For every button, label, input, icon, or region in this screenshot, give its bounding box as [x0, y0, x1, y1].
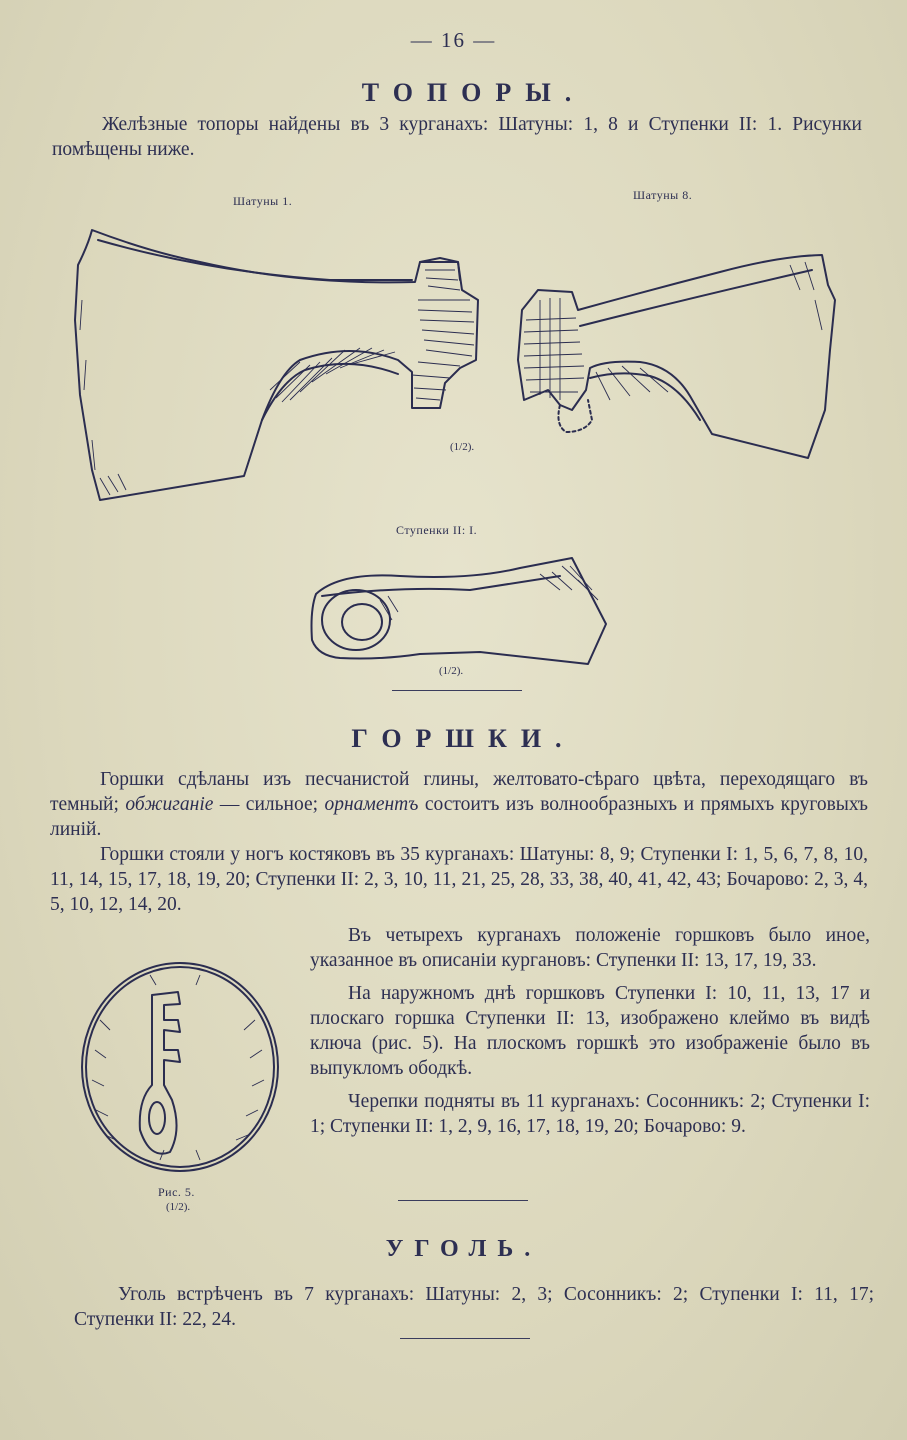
pots-p1-emphasis-1: обжиганіе [125, 794, 214, 815]
coal-paragraph [74, 1282, 874, 1332]
pots-p1-text-b: — сильное; [213, 794, 325, 815]
section-title-coal: УГОЛЬ. [385, 1236, 542, 1262]
section-divider-3 [400, 1338, 530, 1339]
pots-paragraph-4: На наружномъ днѣ горшковъ Ступенки I: 10, 11, 13, 17 и плоскаго горшка Ступенки II: 13, изображено клеймо въ видѣ ключа (рис. 5). На плоскомъ горшкѣ это изображеніе было въ выпукломъ ободкѣ. [310, 983, 870, 1079]
pots-p1-text-c: состоитъ изъ волнообразныхъ и прямыхъ круговыхъ линій. [50, 794, 868, 840]
page-number: — 16 — [410, 28, 497, 52]
section-title-pots: ГОРШКИ. [351, 724, 576, 753]
pots-paragraph-2: Горшки стояли у ногъ костяковъ въ 35 курганахъ: Шатуны: 8, 9; Ступенки I: 1, 5, 6, 7, 8, 10, 11, 14, 15, 17, 18, 19, 20; Ступенки II: 2, 3, 10, 11, 21, 25, 28, 33, 38, 40, 41, 42, 43; Бочарово: 2, 3, 4, 5, 10, 12, 14, 20. [50, 844, 868, 915]
figure-caption-shatuny-8: Шатуны 8. [633, 188, 693, 202]
figure-caption-stupenki-2-1: Ступенки II: I. [396, 523, 478, 537]
pots-side-text [310, 923, 870, 1139]
pots-paragraph-3: Въ четырехъ курганахъ положеніе горшковъ было иное, указанное въ описаніи кургановъ: Ступенки II: 13, 17, 19, 33. [310, 925, 870, 971]
figure-scale-stupenki: (1/2). [439, 665, 464, 677]
figure-scale-fig5: (1/2). [166, 1201, 191, 1213]
pots-p1-emphasis-2: орнаментъ [324, 794, 419, 815]
axes-text: Желѣзные топоры найдены въ 3 курганахъ: Шатуны: 1, 8 и Ступенки II: 1. Рисунки помѣщены ниже. [52, 114, 862, 160]
section-divider-2 [398, 1200, 528, 1201]
coal-text: Уголь встрѣченъ въ 7 курганахъ: Шатуны: 2, 3; Сосонникъ: 2; Ступенки I: 11, 17; Ступенки II: 22, 24. [74, 1284, 874, 1330]
figure-caption-fig5: Рис. 5. [158, 1185, 195, 1199]
pots-p1-text-a: Горшки сдѣланы изъ песчанистой глины, желтовато-сѣраго цвѣта, переходящаго въ темный; [50, 769, 868, 815]
section-title-axes: ТОПОРЫ. [361, 78, 586, 107]
figure-caption-shatuny-1: Шатуны 1. [233, 194, 293, 208]
pots-paragraph-5: Черепки подняты въ 11 курганахъ: Сосонникъ: 2; Ступенки I: 1; Ступенки II: 1, 2, 9, 16, 17, 18, 19, 20; Бочарово: 9. [310, 1091, 870, 1137]
figure-scale-axes: (1/2). [450, 441, 475, 453]
